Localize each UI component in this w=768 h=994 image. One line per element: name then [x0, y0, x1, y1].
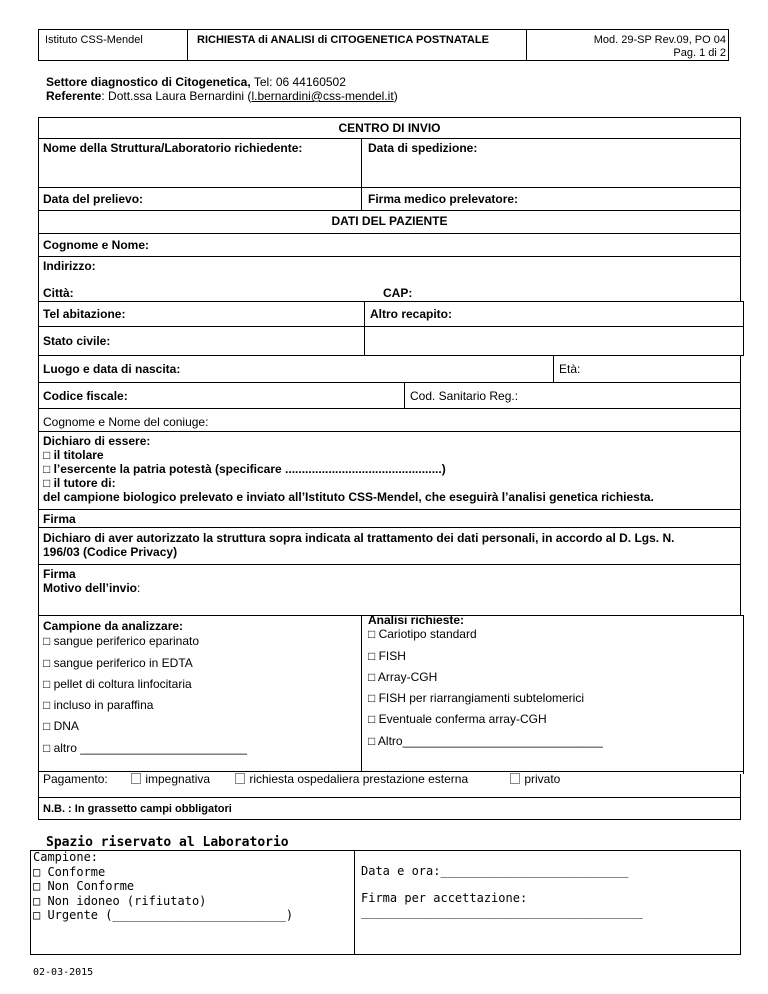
- referente-line: [46, 89, 398, 103]
- campione-option[interactable]: □ sangue periferico in EDTA: [43, 656, 193, 670]
- firma-label: Firma: [43, 567, 76, 581]
- analisi-option[interactable]: □ FISH: [368, 649, 406, 663]
- analisi-title: Analisi richieste:: [368, 613, 465, 627]
- row-line: [38, 819, 741, 820]
- analisi-option[interactable]: □ Cariotipo standard: [368, 627, 477, 641]
- form-title: RICHIESTA di ANALISI di CITOGENETICA POSTNATALE: [197, 34, 489, 46]
- analisi-option[interactable]: □ FISH per riarrangiamenti subtelomerici: [368, 691, 584, 705]
- row-line: [38, 382, 741, 383]
- privacy-line: 196/03 (Codice Privacy): [43, 545, 178, 559]
- row-line: [38, 210, 741, 211]
- laboratorio-title: Spazio riservato al Laboratorio: [46, 835, 289, 850]
- footer-date: 02-03-2015: [33, 967, 94, 978]
- pagamento-impegnativa[interactable]: [131, 772, 210, 786]
- row-line: [38, 301, 744, 302]
- lab-option[interactable]: □ Non Conforme: [33, 879, 135, 893]
- checkbox-icon: [235, 773, 245, 784]
- motivo-colon: :: [137, 581, 141, 595]
- table-border-right: [743, 615, 744, 774]
- label-data-prelievo: Data del prelievo:: [43, 192, 144, 206]
- sector-line: [46, 75, 346, 89]
- pagamento-privato[interactable]: [510, 772, 560, 786]
- dichiaro-tutore[interactable]: □ il tutore di:: [43, 476, 116, 490]
- checkbox-icon: [510, 773, 520, 784]
- module-code: Mod. 29-SP Rev.09, PO 04: [593, 34, 726, 46]
- section-title-centro: CENTRO DI INVIO: [338, 121, 441, 135]
- pagamento-option-label: privato: [521, 772, 561, 786]
- pagamento-richiesta[interactable]: [235, 772, 468, 786]
- institute-name: Istituto CSS-Mendel: [45, 34, 143, 46]
- row-line: [38, 256, 741, 257]
- sector-label: Settore diagnostico di Citogenetica,: [46, 75, 251, 89]
- row-line: [38, 233, 741, 234]
- label-citta: Città:: [43, 286, 74, 300]
- campione-option[interactable]: □ pellet di coltura linfocitaria: [43, 677, 192, 691]
- row-line: [38, 509, 741, 510]
- row-line: [38, 326, 744, 327]
- label-codice-fiscale: Codice fiscale:: [43, 389, 128, 403]
- campione-option[interactable]: □ DNA: [43, 719, 79, 733]
- referente-name: : Dott.ssa Laura Bernardini (: [101, 89, 252, 103]
- motivo-label: Motivo dell’invio: [43, 581, 138, 595]
- lab-firma-line: _______________________________________: [361, 905, 643, 919]
- row-line: [38, 797, 741, 798]
- referente-label: Referente: [46, 89, 102, 103]
- label-struttura: Nome della Struttura/Laboratorio richiedente:: [43, 141, 303, 155]
- label-altro-recapito: Altro recapito:: [370, 307, 453, 321]
- label-firma-medico: Firma medico prelevatore:: [368, 192, 519, 206]
- row-line: [38, 117, 741, 118]
- pagamento-option-label: impegnativa: [142, 772, 211, 786]
- label-cognome-nome: Cognome e Nome:: [43, 238, 150, 252]
- dichiaro-line: Dichiaro di essere:: [43, 434, 151, 448]
- laboratorio-divider: [354, 850, 355, 955]
- page-number: Pag. 1 di 2: [673, 47, 726, 59]
- label-stato-civile: Stato civile:: [43, 334, 111, 348]
- table-border-right: [740, 355, 741, 615]
- label-data-spedizione: Data di spedizione:: [368, 141, 478, 155]
- campione-title: Campione da analizzare:: [43, 619, 184, 633]
- header-divider: [187, 29, 188, 61]
- nb-note: N.B. : In grassetto campi obbligatori: [43, 803, 232, 815]
- label-coniuge: Cognome e Nome del coniuge:: [43, 415, 209, 429]
- table-border-right: [743, 301, 744, 355]
- motivo-line: [43, 581, 140, 595]
- label-tel-abitazione: Tel abitazione:: [43, 307, 126, 321]
- pagamento-option-label: richiesta ospedaliera prestazione esterna: [246, 772, 469, 786]
- dichiaro-campione: del campione biologico prelevato e inviato all’Istituto CSS-Mendel, che eseguirà l’analisi genetica richiesta.: [43, 490, 654, 504]
- label-cod-sanitario: Cod. Sanitario Reg.:: [410, 389, 519, 403]
- label-cap: CAP:: [383, 286, 413, 300]
- row-line: [38, 187, 741, 188]
- header-divider: [526, 29, 527, 61]
- row-line: [38, 431, 741, 432]
- campione-option[interactable]: □ altro _________________________: [43, 741, 248, 755]
- label-luogo-data-nascita: Luogo e data di nascita:: [43, 362, 181, 376]
- privacy-line: Dichiaro di aver autorizzato la struttura sopra indicata al trattamento dei dati personali, in accordo al D. Lgs. N.: [43, 531, 675, 545]
- section-title-paziente: DATI DEL PAZIENTE: [331, 214, 448, 228]
- col-line: [404, 382, 405, 408]
- sector-tel: Tel: 06 44160502: [250, 75, 346, 89]
- checkbox-icon: [131, 773, 141, 784]
- col-line: [361, 615, 362, 771]
- analisi-option[interactable]: □ Eventuale conferma array-CGH: [368, 712, 547, 726]
- campione-option[interactable]: □ sangue periferico eparinato: [43, 634, 200, 648]
- table-border-right: [740, 117, 741, 301]
- row-line: [38, 408, 741, 409]
- lab-campione-label: Campione:: [33, 850, 99, 864]
- row-line: [38, 138, 741, 139]
- row-line: [38, 564, 741, 565]
- referente-close: ): [393, 89, 398, 103]
- analisi-option[interactable]: □ Array-CGH: [368, 670, 438, 684]
- lab-option[interactable]: □ Non idoneo (rifiutato): [33, 894, 207, 908]
- lab-option[interactable]: □ Urgente (________________________): [33, 908, 294, 922]
- pagamento-label: Pagamento:: [43, 772, 108, 786]
- campione-option[interactable]: □ incluso in paraffina: [43, 698, 154, 712]
- firma-label: Firma: [43, 512, 76, 526]
- lab-firma-label: Firma per accettazione:: [361, 891, 528, 905]
- table-border-left: [38, 771, 39, 819]
- col-line: [553, 355, 554, 382]
- referente-email-link[interactable]: l.bernardini@css-mendel.it: [251, 89, 394, 103]
- dichiaro-titolare[interactable]: □ il titolare: [43, 448, 104, 462]
- lab-data-ora: Data e ora:__________________________: [361, 864, 629, 878]
- row-line: [38, 355, 744, 356]
- label-indirizzo: Indirizzo:: [43, 259, 96, 273]
- col-line: [361, 138, 362, 210]
- col-line: [364, 301, 365, 355]
- analisi-option[interactable]: □ Altro______________________________: [368, 734, 603, 748]
- lab-option[interactable]: □ Conforme: [33, 865, 106, 879]
- dichiaro-patria-potesta[interactable]: □ l’esercente la patria potestà (specificare ...............................................): [43, 462, 446, 476]
- label-eta: Età:: [559, 362, 581, 376]
- row-line: [38, 527, 741, 528]
